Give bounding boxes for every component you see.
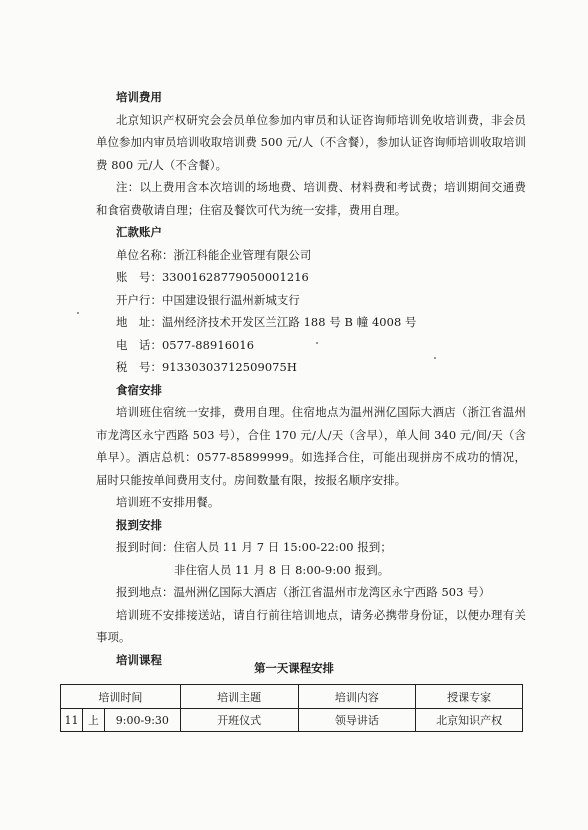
header-training-topic: 培训主题 bbox=[180, 685, 298, 709]
cell-half-day: 上 bbox=[82, 709, 104, 732]
cell-expert: 北京知识产权 bbox=[416, 709, 523, 732]
document-body bbox=[96, 86, 526, 671]
cell-day: 11 bbox=[61, 709, 83, 732]
fee-note: 注：以上费用含本次培训的场地费、培训费、材料费和考试费；培训期间交通费和食宿费敬请自理；住宿及餐饮可代为统一安排，费用自理。 bbox=[96, 180, 526, 217]
account-tax: 税 号：91330303712509075H bbox=[116, 360, 297, 374]
scan-speck bbox=[77, 312, 79, 314]
registration-time-1: 报到时间：住宿人员 11 月 7 日 15:00-22:00 报到； bbox=[116, 540, 392, 554]
schedule-header-row bbox=[61, 685, 523, 709]
registration-heading: 报到安排 bbox=[116, 517, 162, 532]
lodging-meal-note: 培训班不安排用餐。 bbox=[116, 495, 220, 509]
scan-speck bbox=[316, 342, 318, 344]
lodging-heading: 食宿安排 bbox=[116, 382, 162, 397]
cell-time: 9:00-9:30 bbox=[104, 709, 180, 732]
account-phone: 电 话：0577-88916016 bbox=[116, 337, 255, 352]
account-unit: 单位名称：浙江科能企业管理有限公司 bbox=[116, 247, 312, 262]
account-bank: 开户行：中国建设银行温州新城支行 bbox=[116, 292, 300, 307]
account-number: 账 号：33001628779050001216 bbox=[116, 270, 309, 284]
header-training-time: 培训时间 bbox=[61, 685, 181, 709]
cell-content: 领导讲话 bbox=[298, 709, 416, 732]
scan-speck bbox=[434, 357, 436, 359]
registration-note: 培训班不安排接送站，请自行前往培训地点，请务必携带身份证，以便办理有关事项。 bbox=[96, 607, 526, 644]
fee-paragraph: 北京知识产权研究会会员单位参加内审员和认证咨询师培训免收培训费，非会员单位参加内审员培训收取培训费 500 元/人（不含餐），参加认证咨询师培训收取培训费 800 元/人（不含餐）。 bbox=[96, 112, 526, 172]
course-heading: 培训课程 bbox=[116, 652, 162, 667]
account-address: 地 址：温州经济技术开发区兰江路 188 号 B 幢 4008 号 bbox=[116, 315, 417, 329]
header-training-content: 培训内容 bbox=[298, 685, 416, 709]
registration-place: 报到地点：温州洲亿国际大酒店（浙江省温州市龙湾区永宁西路 503 号） bbox=[116, 585, 491, 599]
table-row bbox=[61, 709, 523, 732]
cell-topic: 开班仪式 bbox=[180, 709, 298, 732]
fee-heading: 培训费用 bbox=[116, 90, 162, 104]
header-expert: 授课专家 bbox=[416, 685, 523, 709]
lodging-paragraph: 培训班住宿统一安排，费用自理。住宿地点为温州洲亿国际大酒店（浙江省温州市龙湾区永宁西路 503 号），合住 170 元/人/天（含早），单人间 340 元/间/天（含单早）。酒店总机：0577-85899999。如选择合住，可能出现拼房不成功的情况，届时只能按单间费用支付。房间数量有限，按报名顺序安排。 bbox=[96, 405, 526, 487]
schedule-table bbox=[60, 684, 523, 732]
account-heading: 汇款账户 bbox=[116, 225, 162, 239]
schedule-table-title: 第一天课程安排 bbox=[254, 661, 334, 675]
registration-time-2: 非住宿人员 11 月 8 日 8:00-9:00 报到。 bbox=[174, 562, 390, 577]
